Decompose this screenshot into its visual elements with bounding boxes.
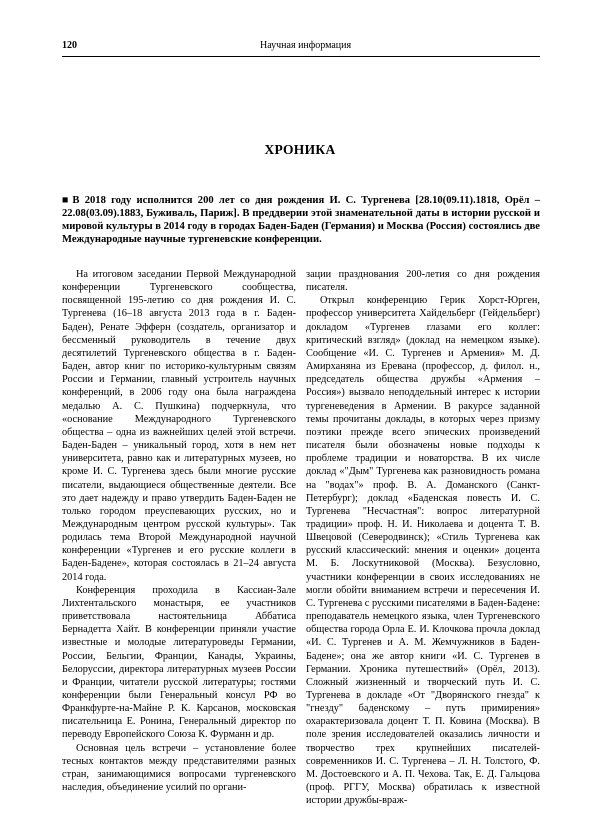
paragraph: Конференция проходила в Кассиан-Зале Лихтентальского монастыря, ее участников приветствовала настоятельница Аббатиса Бернадетта Хайт. В конференции приняли участие известные и молодые литературоведы Германии, России, Бельгии, Франции, Канады, Украины, Белоруссии, директора литературных музеев России и Франции, читатели русской литературы; гостями конференции были Генеральный консул РФ во Франкфурте-на-Майне Р. К. Карсанов, московская писательница Е. Ронина, Генеральный директор по переводу Европейского Союза К. Фурманн и др. xyxy=(62,584,296,741)
left-column xyxy=(62,268,296,794)
square-bullet-icon: ■ xyxy=(62,195,69,206)
lead-paragraph xyxy=(62,194,540,246)
paragraph: На итоговом заседании Первой Международной конференции Тургеневского сообщества, посвященной 195-летию со дня рождения И. С. Тургенева (16–18 августа 2013 года в г. Баден-Баден), Ренате Эфферн (создатель, организатор и бессменный руководитель в течение двух десятилетий Тургеневского общества в г. Баден-Баден, автор книг по историко-культурным связям России и Германии, главный устроитель научных конференций, в 2006 году она была награждена медалью А. С. Пушкина) подчеркнула, что «основание Международного Тургеневского общества – одна из важнейших целей этой встречи. Баден-Баден – уникальный город, хотя в нем нет университета, равно как и литературных музеев, но кроме И. С. Тургенева здесь были многие русские писатели, выдающиеся общественные деятели. Все это дает надежду и право утвердить Баден-Баден не только городом преуспевающих русских, но и Международным центром русской культуры». Так родилась тема Второй Международной научной конференции «Тургенев и его русские коллеги в Баден-Бадене», которая состоялась в 21–24 августа 2014 года. xyxy=(62,269,296,583)
page-number: 120 xyxy=(62,40,77,51)
paragraph: Открыл конференцию Герик Хорст-Юрген, профессор университета Хайдельберг (Гейдельберг) докладом «Тургенев глазами его коллег: критический взгляд» (доклад на немецком языке). Сообщение «И. С. Тургенев и Армения» М. Д. Амирханяна из Еревана (профессор, д. филол. н., председатель общества дружбы «Армения – Россия») вызвало неподдельный интерес к истории тургеневедения в Армении. В ракурсе заданной темы прочитаны доклады, в которых через призму поэтики прежде всего эпических произведений писателя были обозначены новые подходы к проблеме традиции и новаторства. В их числе доклад «"Дым" Тургенева как разновидность романа на "водах"» проф. В. А. Доманского (Санкт-Петербург); доклад «Баденская повесть И. С. Тургенева "Несчастная": вопрос литературной традиции» проф. Н. И. Николаева и доцента Т. В. Швецовой (Северодвинск); «Стиль Тургенева как русский классический: мнения и оценки» доцента М. Б. Лоскутниковой (Москва). Безусловно, участники конференции в своих исследованиях не могли обойти вниманием встречи и пересечения И. С. Тургенева с русскими писателями в Баден-Бадене: преподаватель немецкого языка, член Тургеневского общества города Орла Е. И. Клочкова прочла доклад «И. С. Тургенев и А. М. Жемчужников в Баден-Бадене»; она же автор книги «И. С. Тургенев в Германии. Хроника путешествий» (Орёл, 2013). Сложный жизненный и творческий путь И. С. Тургенева в докладе «От "Дворянского гнезда" к "гнезду" баденскому – путь примирения» охарактеризовала доцент Т. П. Ковина (Москва). В поле зрения исследователей оказались личности и творчество трех крупнейших писателей-современников И. С. Тургенева – Л. Н. Толстого, Ф. М. Достоевского и А. П. Чехова. Так, Е. Д. Гальцова (проф. РГГУ, Москва) обратилась к известной истории дружбы-враж- xyxy=(306,295,540,807)
paragraph: зации празднования 200-летия со дня рождения писателя. xyxy=(306,269,540,294)
running-title: Научная информация xyxy=(260,40,352,51)
lead-text: В 2018 году исполнится 200 лет со дня рождения И. С. Тургенева [28.10(09.11).1818, Орёл – 22.08(03.09).1883, Буживаль, Париж]. В преддверии этой знаменательной даты в истории русской и мировой культуры в 2014 году в городах Баден-Баден (Германия) и Москва (Россия) состоялись две Международные научные тургеневские конференции. xyxy=(62,195,540,245)
right-column xyxy=(306,268,540,807)
header-rule xyxy=(62,56,540,57)
section-title: ХРОНИКА xyxy=(264,142,336,157)
paragraph: Основная цель встречи – установление более тесных контактов между представителями разных стран, занимающимися вопросами тургеневского наследия, объединение усилий по органи- xyxy=(62,742,296,794)
